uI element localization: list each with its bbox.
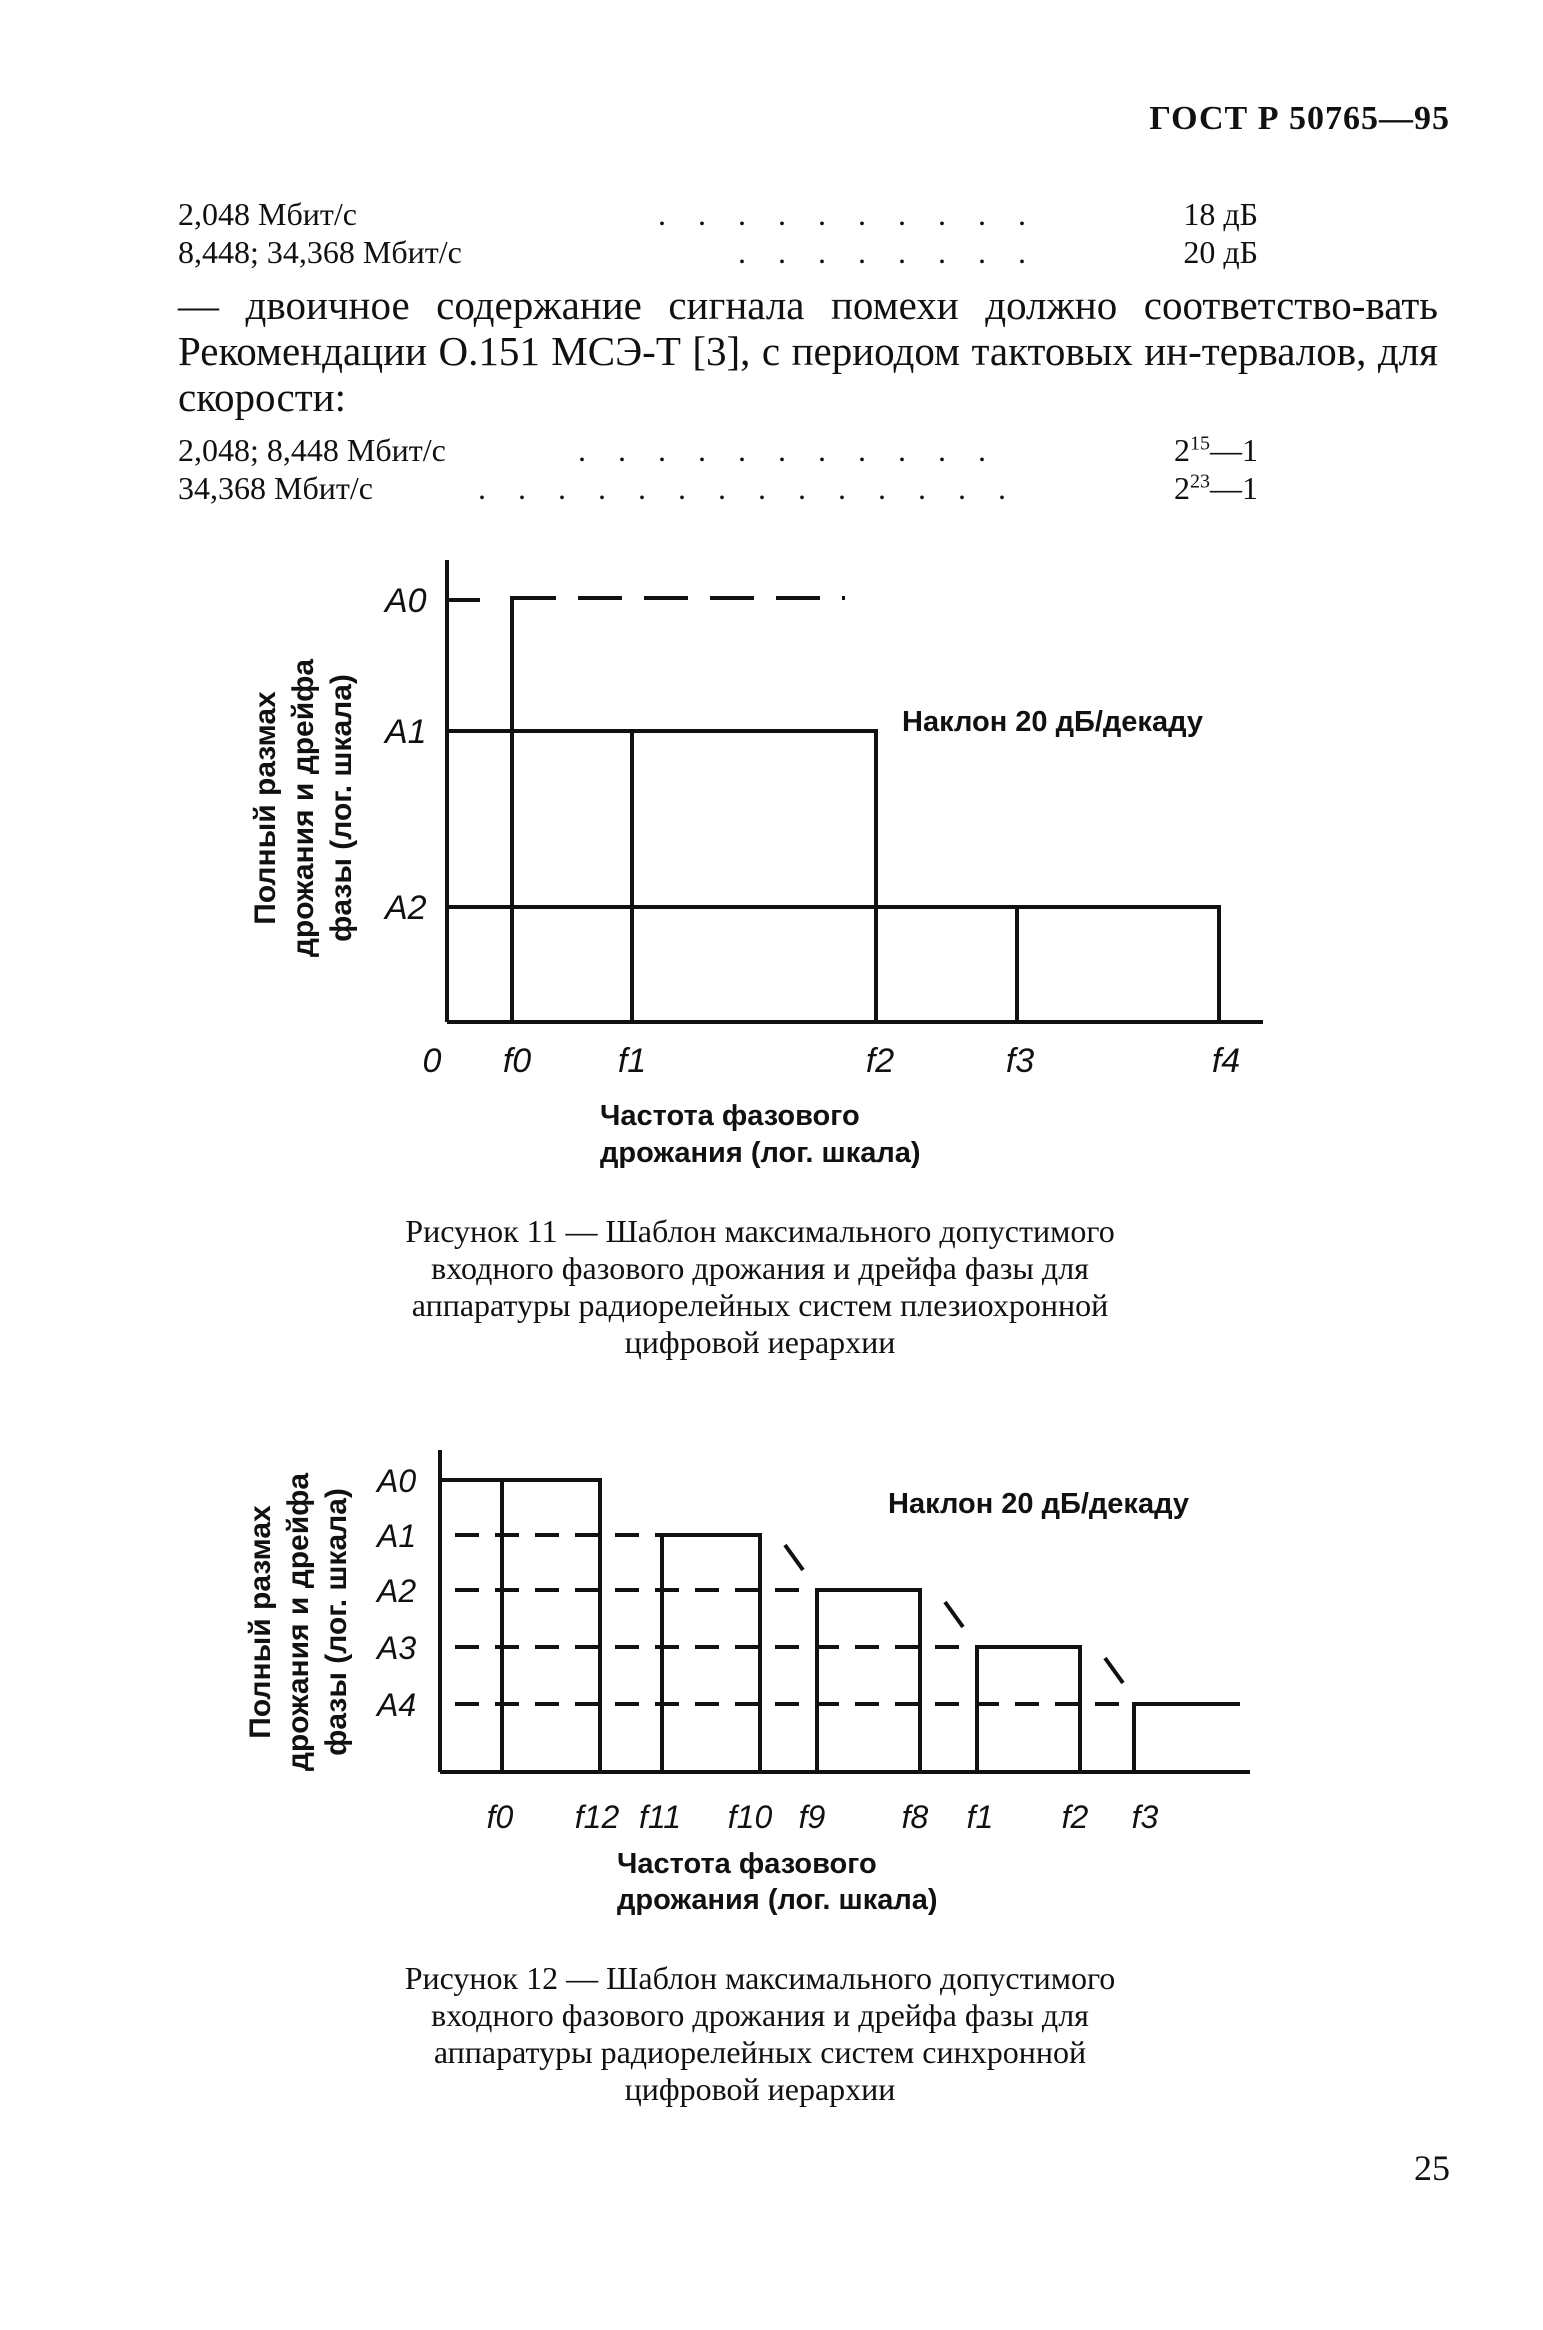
rates-db-list bbox=[178, 195, 1258, 271]
list-item bbox=[178, 469, 1258, 507]
caption-line: Рисунок 11 — Шаблон максимального допустимого bbox=[405, 1213, 1115, 1249]
rate-label: 8,448; 34,368 Мбит/с bbox=[178, 234, 462, 270]
x-tick-label: 0 bbox=[422, 1042, 442, 1080]
slope-note: Наклон 20 дБ/декаду bbox=[888, 1488, 1189, 1520]
list-item bbox=[178, 431, 1258, 469]
rate-label: 2,048 Мбит/с bbox=[178, 196, 357, 232]
x-tick-label: f12 bbox=[574, 1799, 620, 1835]
slope-mark bbox=[1105, 1658, 1123, 1683]
ylabel-line: дрожания и дрейфа bbox=[282, 1472, 315, 1772]
leader-dots: . . . . . . . . bbox=[738, 234, 1026, 270]
xlabel-line: дрожания (лог. шкала) bbox=[600, 1137, 921, 1169]
x-tick-label: f3 bbox=[1005, 1042, 1035, 1080]
slope-mark bbox=[945, 1602, 963, 1627]
list-item bbox=[178, 195, 1258, 233]
x-tick-label: f1 bbox=[966, 1799, 994, 1835]
caption-line: Рисунок 12 — Шаблон максимального допустимого bbox=[404, 1960, 1116, 1996]
ylabel-line: Полный размах bbox=[249, 691, 282, 925]
period-exponent: 23 bbox=[1190, 470, 1210, 493]
y-level-label: A0 bbox=[377, 1463, 417, 1499]
rate-value: 20 дБ bbox=[1183, 234, 1258, 270]
standard-header: ГОСТ Р 50765—95 bbox=[1149, 100, 1450, 137]
y-level-label: A1 bbox=[377, 1518, 417, 1554]
period-value bbox=[1174, 431, 1258, 469]
caption-line: цифровой иерархии bbox=[624, 1324, 896, 1360]
caption-line: входного фазового дрожания и дрейфа фазы для bbox=[431, 1250, 1089, 1286]
step-a3 bbox=[977, 1647, 1080, 1772]
rate-value: 18 дБ bbox=[1183, 196, 1258, 232]
y-level-label: A1 bbox=[385, 713, 427, 751]
figure-12-chart bbox=[0, 1430, 1543, 1930]
period-value bbox=[1174, 469, 1258, 507]
x-tick-label: f8 bbox=[901, 1799, 929, 1835]
x-tick-label: f3 bbox=[1131, 1799, 1159, 1835]
ylabel-line: фазы (лог. шкала) bbox=[320, 1488, 353, 1756]
x-tick-label: f1 bbox=[617, 1042, 647, 1080]
caption-line: аппаратуры радиорелейных систем синхронной bbox=[433, 2034, 1087, 2070]
x-tick-label: f0 bbox=[502, 1042, 532, 1080]
ylabel-line: фазы (лог. шкала) bbox=[325, 674, 358, 942]
slope-mark bbox=[785, 1545, 803, 1570]
xlabel-line: Частота фазового bbox=[617, 1848, 877, 1880]
caption-line: аппаратуры радиорелейных систем плезиохронной bbox=[411, 1287, 1109, 1323]
figure-11-chart bbox=[0, 540, 1543, 1180]
period-base: 2 bbox=[1174, 432, 1190, 468]
xlabel-line: Частота фазового bbox=[600, 1100, 860, 1132]
ylabel-line: Полный размах bbox=[244, 1505, 277, 1739]
x-tick-label: f9 bbox=[798, 1799, 826, 1835]
period-suffix: —1 bbox=[1210, 470, 1258, 506]
x-tick-label: f4 bbox=[1211, 1042, 1241, 1080]
x-tick-label: f11 bbox=[638, 1799, 682, 1835]
page-number: 25 bbox=[1414, 2148, 1450, 2188]
caption-line: цифровой иерархии bbox=[624, 2071, 896, 2107]
paragraph: — двоичное содержание сигнала помехи должно соответство-вать Рекомендации O.151 МСЭ-Т [3], с периодом тактовых ин-тервалов, для скорости: bbox=[178, 282, 1438, 420]
x-tick-label: f10 bbox=[727, 1799, 773, 1835]
rates-period-list bbox=[178, 431, 1258, 507]
leader-dots: . . . . . . . . . . . bbox=[578, 432, 986, 468]
xlabel-line: дрожания (лог. шкала) bbox=[617, 1884, 938, 1916]
rate-label: 2,048; 8,448 Мбит/с bbox=[178, 432, 446, 468]
step-a2 bbox=[817, 1590, 920, 1772]
period-exponent: 15 bbox=[1190, 432, 1210, 455]
period-base: 2 bbox=[1174, 470, 1190, 506]
step-a4 bbox=[1134, 1704, 1240, 1772]
list-item bbox=[178, 233, 1258, 271]
leader-dots: . . . . . . . . . . . . . . bbox=[478, 470, 1006, 506]
y-level-label: A0 bbox=[385, 582, 427, 620]
leader-dots: . . . . . . . . . . bbox=[658, 196, 1026, 232]
figure-11-caption bbox=[300, 1213, 1220, 1361]
y-level-label: A2 bbox=[385, 889, 427, 927]
step-a1 bbox=[662, 1535, 760, 1772]
caption-line: входного фазового дрожания и дрейфа фазы для bbox=[431, 1997, 1089, 2033]
ylabel-line: дрожания и дрейфа bbox=[287, 658, 320, 958]
y-level-label: A4 bbox=[377, 1687, 417, 1723]
x-tick-label: f2 bbox=[865, 1042, 895, 1080]
rate-label: 34,368 Мбит/с bbox=[178, 470, 373, 506]
x-tick-label: f2 bbox=[1061, 1799, 1089, 1835]
step-a0 bbox=[440, 1480, 600, 1772]
y-level-label: A2 bbox=[377, 1573, 417, 1609]
slope-note: Наклон 20 дБ/декаду bbox=[902, 706, 1203, 738]
period-suffix: —1 bbox=[1210, 432, 1258, 468]
x-tick-label: f0 bbox=[486, 1799, 514, 1835]
y-level-label: A3 bbox=[377, 1630, 417, 1666]
figure-12-caption bbox=[300, 1960, 1220, 2108]
